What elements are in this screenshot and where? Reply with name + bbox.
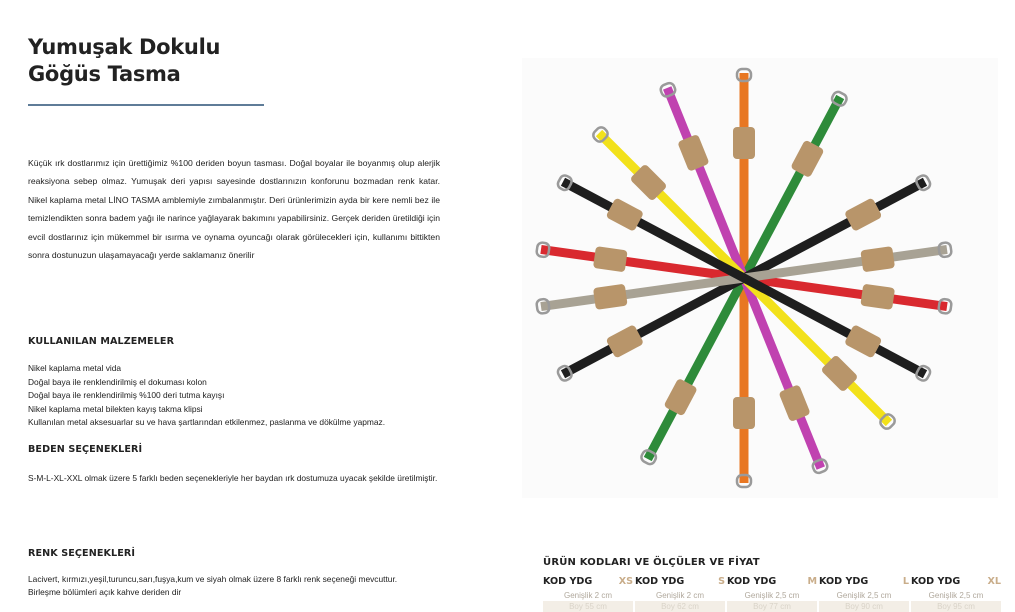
code-label: KOD YDG xyxy=(911,576,961,587)
list-item: Nikel kaplama metal vida xyxy=(28,363,122,373)
codes-heading: ÜRÜN KODLARI VE ÖLÇÜLER VE FİYAT xyxy=(543,557,760,568)
title-line-2: Göğüs Tasma xyxy=(28,62,181,86)
colors-heading: RENK SEÇENEKLERİ xyxy=(28,548,136,559)
length-text: Boy 95 cm xyxy=(911,601,1001,612)
size-label: XS xyxy=(618,576,633,587)
sizes-heading: BEDEN SEÇENEKLERİ xyxy=(28,444,143,455)
code-label: KOD YDG xyxy=(727,576,777,587)
code-column-xs xyxy=(543,576,633,612)
code-column-xl xyxy=(911,576,1001,612)
leather-patch xyxy=(593,246,628,272)
length-text: Boy 55 cm xyxy=(543,601,633,612)
list-item: Nikel kaplama metal bilekten kayış takma klipsi xyxy=(28,403,203,414)
leather-patch xyxy=(860,246,895,272)
size-label: M xyxy=(807,576,817,587)
size-label: XL xyxy=(987,576,1001,587)
code-label: KOD YDG xyxy=(819,576,869,587)
width-text: Genişlik 2,5 cm xyxy=(836,591,892,600)
code-column-s xyxy=(635,576,725,612)
list-item: Kullanılan metal aksesuarlar su ve hava şartlarından etkilenmez, paslanma ve dökülme yapmaz. xyxy=(28,417,386,428)
code-column-m xyxy=(727,576,817,612)
code-label: KOD YDG xyxy=(635,576,685,587)
materials-heading: KULLANILAN MALZEMELER xyxy=(28,336,175,347)
length-text: Boy 77 cm xyxy=(727,601,817,612)
list-item: Doğal baya ile renklendirilmiş el dokuması kolon xyxy=(28,376,207,387)
page-title xyxy=(28,34,220,88)
width-text: Genişlik 2,5 cm xyxy=(928,591,984,600)
length-text: Boy 90 cm xyxy=(819,601,909,612)
title-divider xyxy=(28,104,264,106)
width-text: Genişlik 2 cm xyxy=(655,591,704,600)
leather-patch xyxy=(860,284,895,310)
width-text: Genişlik 2,5 cm xyxy=(744,591,800,600)
leather-patch xyxy=(778,384,810,422)
harness-illustration xyxy=(522,58,998,498)
materials-list xyxy=(28,362,385,430)
leather-patch xyxy=(677,134,709,172)
product-description: Küçük ırk dostlarımız için ürettiğimiz %100 deriden boyun tasması. Doğal boyalar ile boyanmış olup alerjik reaksiyona sebep olmaz. Yumuşak deri yapısı sayesinde dostlarınızın konforunu bozmadan renk katar. Nikel kaplama metal LİNO TASMA amblemiyle zımbalanmıştır. Deri ürünlerimizin ayda bir kere nemli bez ile temizlendikten sonra badem yağı ile narince yağlayarak bakımını yapabilirsiniz. Gerçek deriden üretildiği için evcil dostlarınız için mükemmel bir ısırma ve oynama oyuncağı olarak görülecekleri için, kullanımı bittikten sonra dostunuzun ulaşamayacağı yerde saklamanız önerilir xyxy=(28,158,440,261)
colors-text-2: Birleşme bölümleri açık kahve deriden dir xyxy=(28,587,182,597)
title-line-1: Yumuşak Dokulu xyxy=(28,35,221,59)
leather-patch xyxy=(733,397,755,429)
leather-patch xyxy=(593,284,628,310)
size-label: L xyxy=(902,576,909,587)
size-label: S xyxy=(718,576,725,587)
leather-patch xyxy=(733,127,755,159)
colors-text-1: Lacivert, kırmızı,yeşil,turuncu,sarı,fuşya,kum ve siyah olmak üzere 8 farklı renk seçeneği mevcuttur. xyxy=(28,574,398,584)
list-item: Doğal baya ile renklendirilmiş %100 deri tutma kayışı xyxy=(28,390,225,401)
sizes-text: S-M-L-XL-XXL olmak üzere 5 farklı beden seçenekleriyle her baydan ırk dostumuza uyacak şekilde üretilmiştir. xyxy=(28,473,438,483)
code-label: KOD YDG xyxy=(543,576,593,587)
length-text: Boy 62 cm xyxy=(635,601,725,612)
code-column-l xyxy=(819,576,909,612)
product-photo xyxy=(522,58,998,498)
width-text: Genişlik 2 cm xyxy=(563,591,612,600)
